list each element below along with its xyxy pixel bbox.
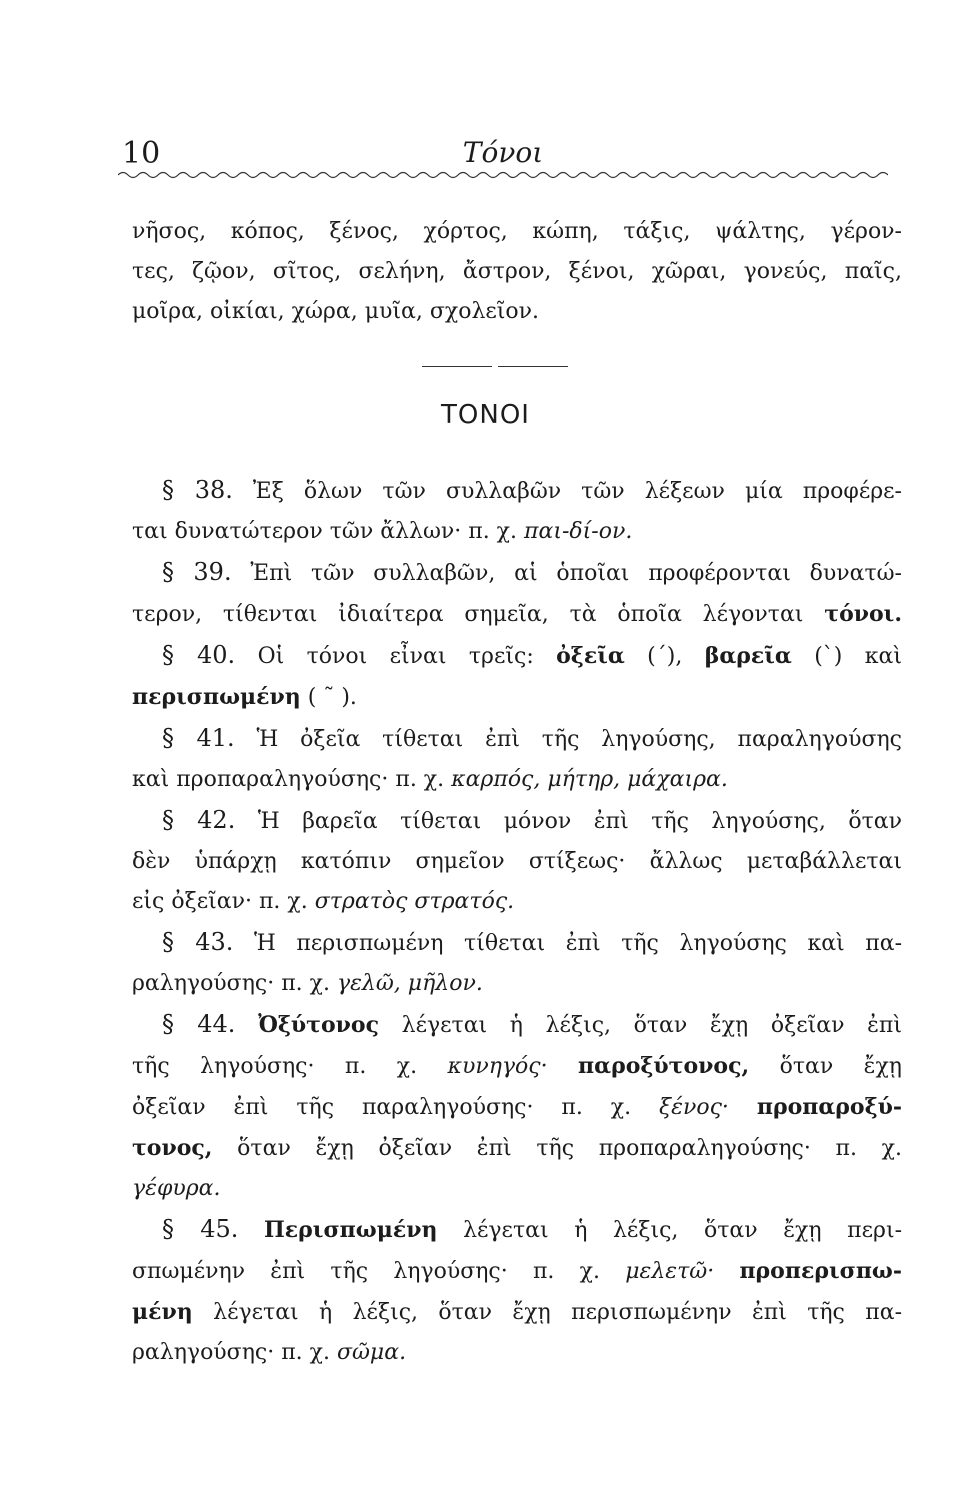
p44-text-d: ὅταν ἔχῃ ὀξεῖαν ἐπὶ τῆς προπαραληγούσης· π. χ. (237, 1136, 902, 1161)
term-vareia: βαρεῖα (704, 643, 792, 669)
vareia-sign: (`) (814, 644, 843, 669)
perispomeni-sign: ( ῀ ). (307, 685, 357, 710)
wavy-header-rule (118, 168, 888, 182)
p44-example-3: γέφυρα. (132, 1176, 221, 1201)
p38-text-b: ται δυνατώτερον τῶν ἄλλων· π. χ. (132, 519, 518, 544)
section-number: § 42. (162, 806, 236, 834)
section-number: § 40. (162, 641, 236, 669)
p41-text-b: καὶ προπαραληγούσης· π. χ. (132, 767, 445, 792)
term-proparoxytonos-b: τονος, (132, 1135, 213, 1161)
paragraph-42 (132, 800, 902, 922)
p43-text-b: ραληγούσης· π. χ. (132, 971, 330, 996)
p42-text-a: Ἡ βαρεῖα τίθεται μόνον ἐπὶ τῆς ληγούσης, ὅταν (257, 809, 902, 834)
intro-line-3: μοῖρα, οἰκίαι, χώρα, μυῖα, σχολεῖον. (132, 299, 540, 324)
p44-text-b: τῆς ληγούσης· π. χ. (132, 1054, 418, 1079)
p42-text-b: δὲν ὑπάρχῃ κατόπιν σημεῖον στίξεως· ἄλλως μεταβάλλεται (132, 849, 902, 874)
p44-text-c: ὀξεῖαν ἐπὶ τῆς παραληγούσης· π. χ. (132, 1095, 632, 1120)
p44-text-a: λέγεται ἡ λέξις, ὅταν ἔχῃ ὀξεῖαν ἐπὶ (401, 1013, 903, 1038)
term-proparoxytonos-a: προπαροξύ- (756, 1094, 903, 1120)
p41-example: καρπός, μήτηρ, μάχαιρα. (451, 767, 728, 792)
term-perispomeni: περισπωμένη (132, 684, 301, 710)
p39-text-a: Ἐπὶ τῶν συλλαβῶν, αἱ ὁποῖαι προφέρονται δυνατώ- (250, 561, 902, 586)
p44-text-b2: ὅταν ἔχῃ (779, 1054, 902, 1079)
section-number: § 41. (162, 724, 235, 752)
p45-example-2: σῶμα. (336, 1340, 407, 1365)
page-number: 10 (122, 136, 161, 171)
section-number: § 38. (162, 476, 233, 504)
term-paroxytonos: παροξύτονος, (578, 1053, 750, 1079)
intro-word-list (132, 212, 902, 332)
paragraphs (132, 470, 902, 1373)
p39-text-b: τερον, τίθενται ἰδιαίτερα σημεῖα, τὰ ὁποῖα λέγονται (132, 602, 804, 627)
p42-text-c: εἰς ὀξεῖαν· π. χ. (132, 889, 308, 914)
paragraph-45 (132, 1209, 902, 1373)
p43-example: γελῶ, μῆλον. (336, 971, 483, 996)
p41-text-a: Ἡ ὀξεῖα τίθεται ἐπὶ τῆς ληγούσης, παραληγούσης (256, 727, 903, 752)
section-number: § 44. (162, 1010, 236, 1038)
p45-text-b: σπωμένην ἐπὶ τῆς ληγούσης· π. χ. (132, 1259, 600, 1284)
section-title: ΤΟΝΟΙ (441, 400, 530, 430)
running-title: Τόνοι (462, 136, 544, 169)
p38-example: παι-δί-ον. (524, 519, 633, 544)
section-number: § 43. (162, 928, 234, 956)
section-number: § 45. (162, 1215, 239, 1243)
paragraph-43 (132, 922, 902, 1004)
paragraph-38 (132, 470, 902, 552)
p45-example-1: μελετῶ· (625, 1259, 715, 1284)
term-oxeia: ὀξεῖα (556, 643, 625, 669)
paragraph-39 (132, 552, 902, 635)
p44-example-1: κυνηγός· (447, 1054, 548, 1079)
section-divider (422, 352, 572, 354)
paragraph-40 (132, 635, 902, 718)
term-properispomeni-a: προπερισπω- (739, 1258, 903, 1284)
p40-text-a: Οἱ τόνοι εἶναι τρεῖς: (257, 644, 534, 669)
oxeia-sign: (΄), (647, 644, 683, 669)
p45-text-d: ραληγούσης· π. χ. (132, 1340, 330, 1365)
term-perispomeni-word: Περισπωμένη (264, 1217, 438, 1243)
p38-text-a: Ἐξ ὅλων τῶν συλλαβῶν τῶν λέξεων μία προφέρε- (252, 479, 902, 504)
p40-kai: καὶ (864, 644, 902, 669)
paragraph-41 (132, 718, 902, 800)
p45-text-c: λέγεται ἡ λέξις, ὅταν ἔχῃ περισπωμένην ἐπὶ τῆς πα- (213, 1300, 903, 1325)
term-oxytonos: Ὀξύτονος (258, 1012, 379, 1038)
p39-term: τόνοι. (824, 601, 902, 627)
intro-line-2: τες, ζῷον, σῖτος, σελήνη, ἄστρον, ξένοι, χῶραι, γονεύς, παῖς, (132, 259, 902, 284)
p43-text-a: Ἡ περισπωμένη τίθεται ἐπὶ τῆς ληγούσης καὶ πα- (253, 931, 903, 956)
section-number: § 39. (162, 558, 232, 586)
p42-example: στρατὸς στρατός. (314, 889, 515, 914)
p45-text-a: λέγεται ἡ λέξις, ὅταν ἔχῃ περι- (463, 1218, 902, 1243)
paragraph-44 (132, 1004, 902, 1209)
intro-line-1: νῆσος, κόπος, ξένος, χόρτος, κώπη, τάξις, ψάλτης, γέρον- (132, 219, 902, 244)
p44-example-2: ξένος· (659, 1095, 729, 1120)
term-properispomeni-b: μένη (132, 1299, 193, 1325)
